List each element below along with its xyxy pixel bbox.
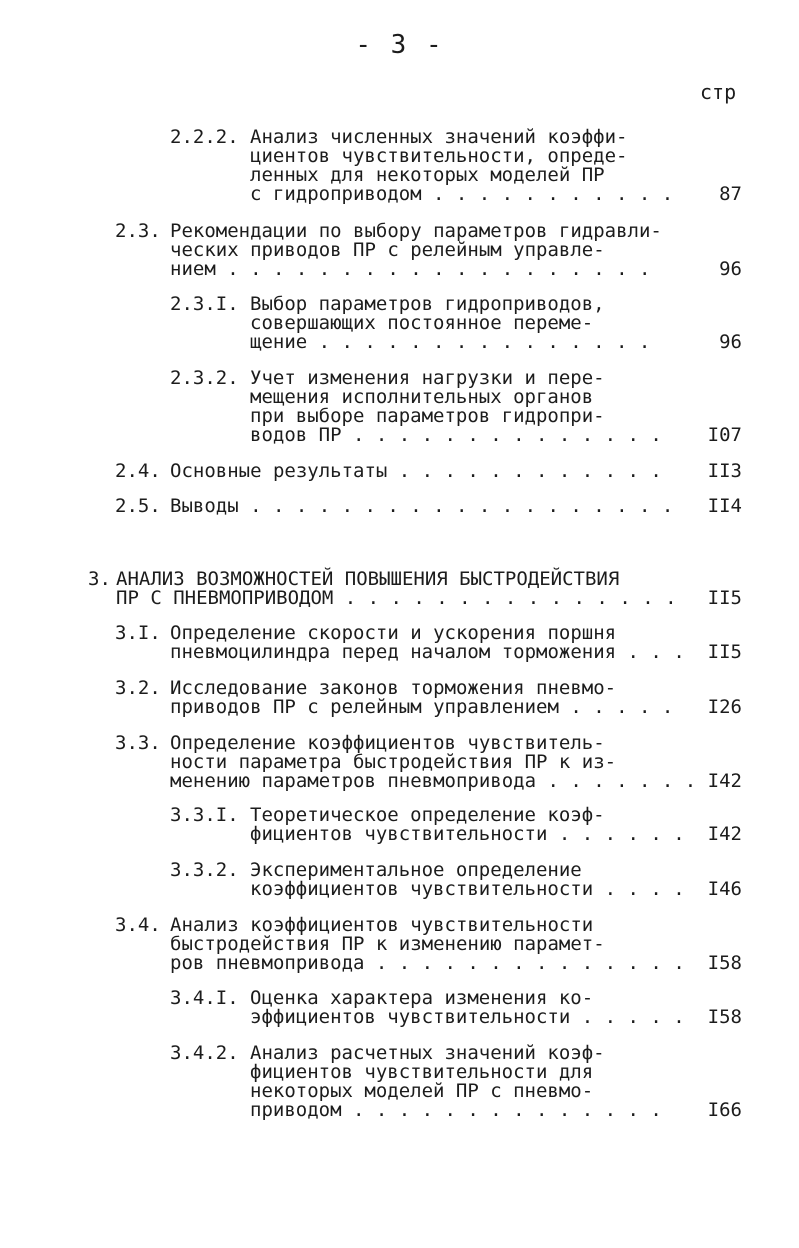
- toc-entry-number: 2.3.: [115, 220, 161, 242]
- toc-entry-line: Рекомендации по выбору параметров гидравли-: [170, 220, 662, 242]
- toc-entry-line: Экспериментальное определение: [250, 859, 582, 881]
- toc-entry-page: I58: [707, 952, 742, 974]
- toc-entry-page: 87: [719, 183, 742, 205]
- toc-entry-number: 3.3.: [115, 732, 161, 754]
- toc-entry-line: щение . . . . . . . . . . . . . . .: [250, 331, 651, 353]
- toc-entry-line: эффициентов чувствительности . . . . .: [250, 1006, 685, 1028]
- toc-entry-line: Анализ расчетных значений коэф-: [250, 1042, 605, 1064]
- toc-entry-page: I26: [707, 696, 742, 718]
- toc-entry-number: 2.4.: [115, 460, 161, 482]
- toc-entry-number: 3.3.2.: [170, 859, 239, 881]
- toc-entry-line: Учет изменения нагрузки и пере-: [250, 367, 605, 389]
- toc-entry-line: Выбор параметров гидроприводов,: [250, 293, 605, 315]
- toc-entry-line: Оценка характера изменения ко-: [250, 987, 594, 1009]
- toc-entry-line: ленных для некоторых моделей ПР: [250, 164, 605, 186]
- toc-entry-line: фициентов чувствительности . . . . . .: [250, 823, 685, 845]
- toc-entry-line: Основные результаты . . . . . . . . . . . .: [170, 460, 662, 482]
- toc-entry-line: Анализ коэффициентов чувствительности: [170, 914, 594, 936]
- toc-entry-line: ров пневмопривода . . . . . . . . . . . . . .: [170, 952, 685, 974]
- toc-entry-page: I58: [707, 1006, 742, 1028]
- toc-entry-page: 96: [719, 331, 742, 353]
- toc-entry-number: 3.2.: [115, 677, 161, 699]
- toc-entry-line: Определение коэффициентов чувствитель-: [170, 732, 605, 754]
- toc-entry-line: с гидроприводом . . . . . . . . . . .: [250, 183, 674, 205]
- toc-entry-page: 96: [719, 258, 742, 280]
- toc-entry-line: ческих приводов ПР с релейным управле-: [170, 239, 605, 261]
- toc-entry-page: I46: [707, 878, 742, 900]
- toc-entry-number: 2.3.I.: [170, 293, 239, 315]
- toc-entry-line: ности параметра быстродействия ПР к из-: [170, 751, 617, 773]
- toc-entry-line: приводом . . . . . . . . . . . . . .: [250, 1099, 662, 1121]
- toc-entry-line: мещения исполнительных органов: [250, 386, 594, 408]
- page-number: - 3 -: [355, 30, 444, 60]
- toc-entry-page: II4: [707, 495, 742, 517]
- toc-entry-page: I42: [707, 823, 742, 845]
- toc-entry-line: пневмоцилиндра перед началом торможения . . .: [170, 641, 685, 663]
- toc-entry-line: при выборе параметров гидропри-: [250, 405, 605, 427]
- toc-entry-line: некоторых моделей ПР с пневмо-: [250, 1080, 594, 1102]
- toc-entry-line: водов ПР . . . . . . . . . . . . . .: [250, 424, 662, 446]
- toc-entry-number: 3.I.: [115, 622, 161, 644]
- toc-entry-page: I66: [707, 1099, 742, 1121]
- toc-entry-number: 2.3.2.: [170, 367, 239, 389]
- toc-entry-page: I07: [707, 424, 742, 446]
- toc-entry-number: 3.3.I.: [170, 804, 239, 826]
- toc-entry-number: 3.4.2.: [170, 1042, 239, 1064]
- toc-entry-line: совершающих постоянное переме-: [250, 312, 594, 334]
- toc-entry-line: АНАЛИЗ ВОЗМОЖНОСТЕЙ ПОВЫШЕНИЯ БЫСТРОДЕЙСТВИЯ: [116, 568, 620, 590]
- toc-entry-line: Теоретическое определение коэф-: [250, 804, 605, 826]
- toc-entry-line: коэффициентов чувствительности . . . .: [250, 878, 685, 900]
- toc-entry-line: фициентов чувствительности для: [250, 1061, 594, 1083]
- toc-entry-line: Исследование законов торможения пневмо-: [170, 677, 617, 699]
- toc-entry-page: II5: [707, 587, 742, 609]
- toc-entry-line: циентов чувствительности, опреде-: [250, 145, 628, 167]
- toc-entry-line: нием . . . . . . . . . . . . . . . . . . .: [170, 258, 651, 280]
- toc-entry-line: Анализ численных значений коэффи-: [250, 126, 628, 148]
- toc-entry-line: Выводы . . . . . . . . . . . . . . . . . . .: [170, 495, 674, 517]
- toc-entry-line: ПР С ПНЕВМОПРИВОДОМ . . . . . . . . . . . . . . .: [116, 587, 677, 609]
- toc-entry-page: II5: [707, 641, 742, 663]
- toc-entry-number: 2.5.: [115, 495, 161, 517]
- toc-entry-line: менению параметров пневмопривода . . . . . . .: [170, 770, 697, 792]
- toc-entry-number: 3.4.I.: [170, 987, 239, 1009]
- toc-entry-page: I42: [707, 770, 742, 792]
- toc-entry-line: быстродействия ПР к изменению парамет-: [170, 933, 605, 955]
- toc-entry-line: приводов ПР с релейным управлением . . . . .: [170, 696, 674, 718]
- toc-entry-number: 2.2.2.: [170, 126, 239, 148]
- toc-entry-line: Определение скорости и ускорения поршня: [170, 622, 617, 644]
- toc-entry-number: 3.4.: [115, 914, 161, 936]
- toc-entry-page: II3: [707, 460, 742, 482]
- page-column-label: стр: [700, 80, 737, 104]
- toc-entry-number: 3.: [88, 568, 111, 590]
